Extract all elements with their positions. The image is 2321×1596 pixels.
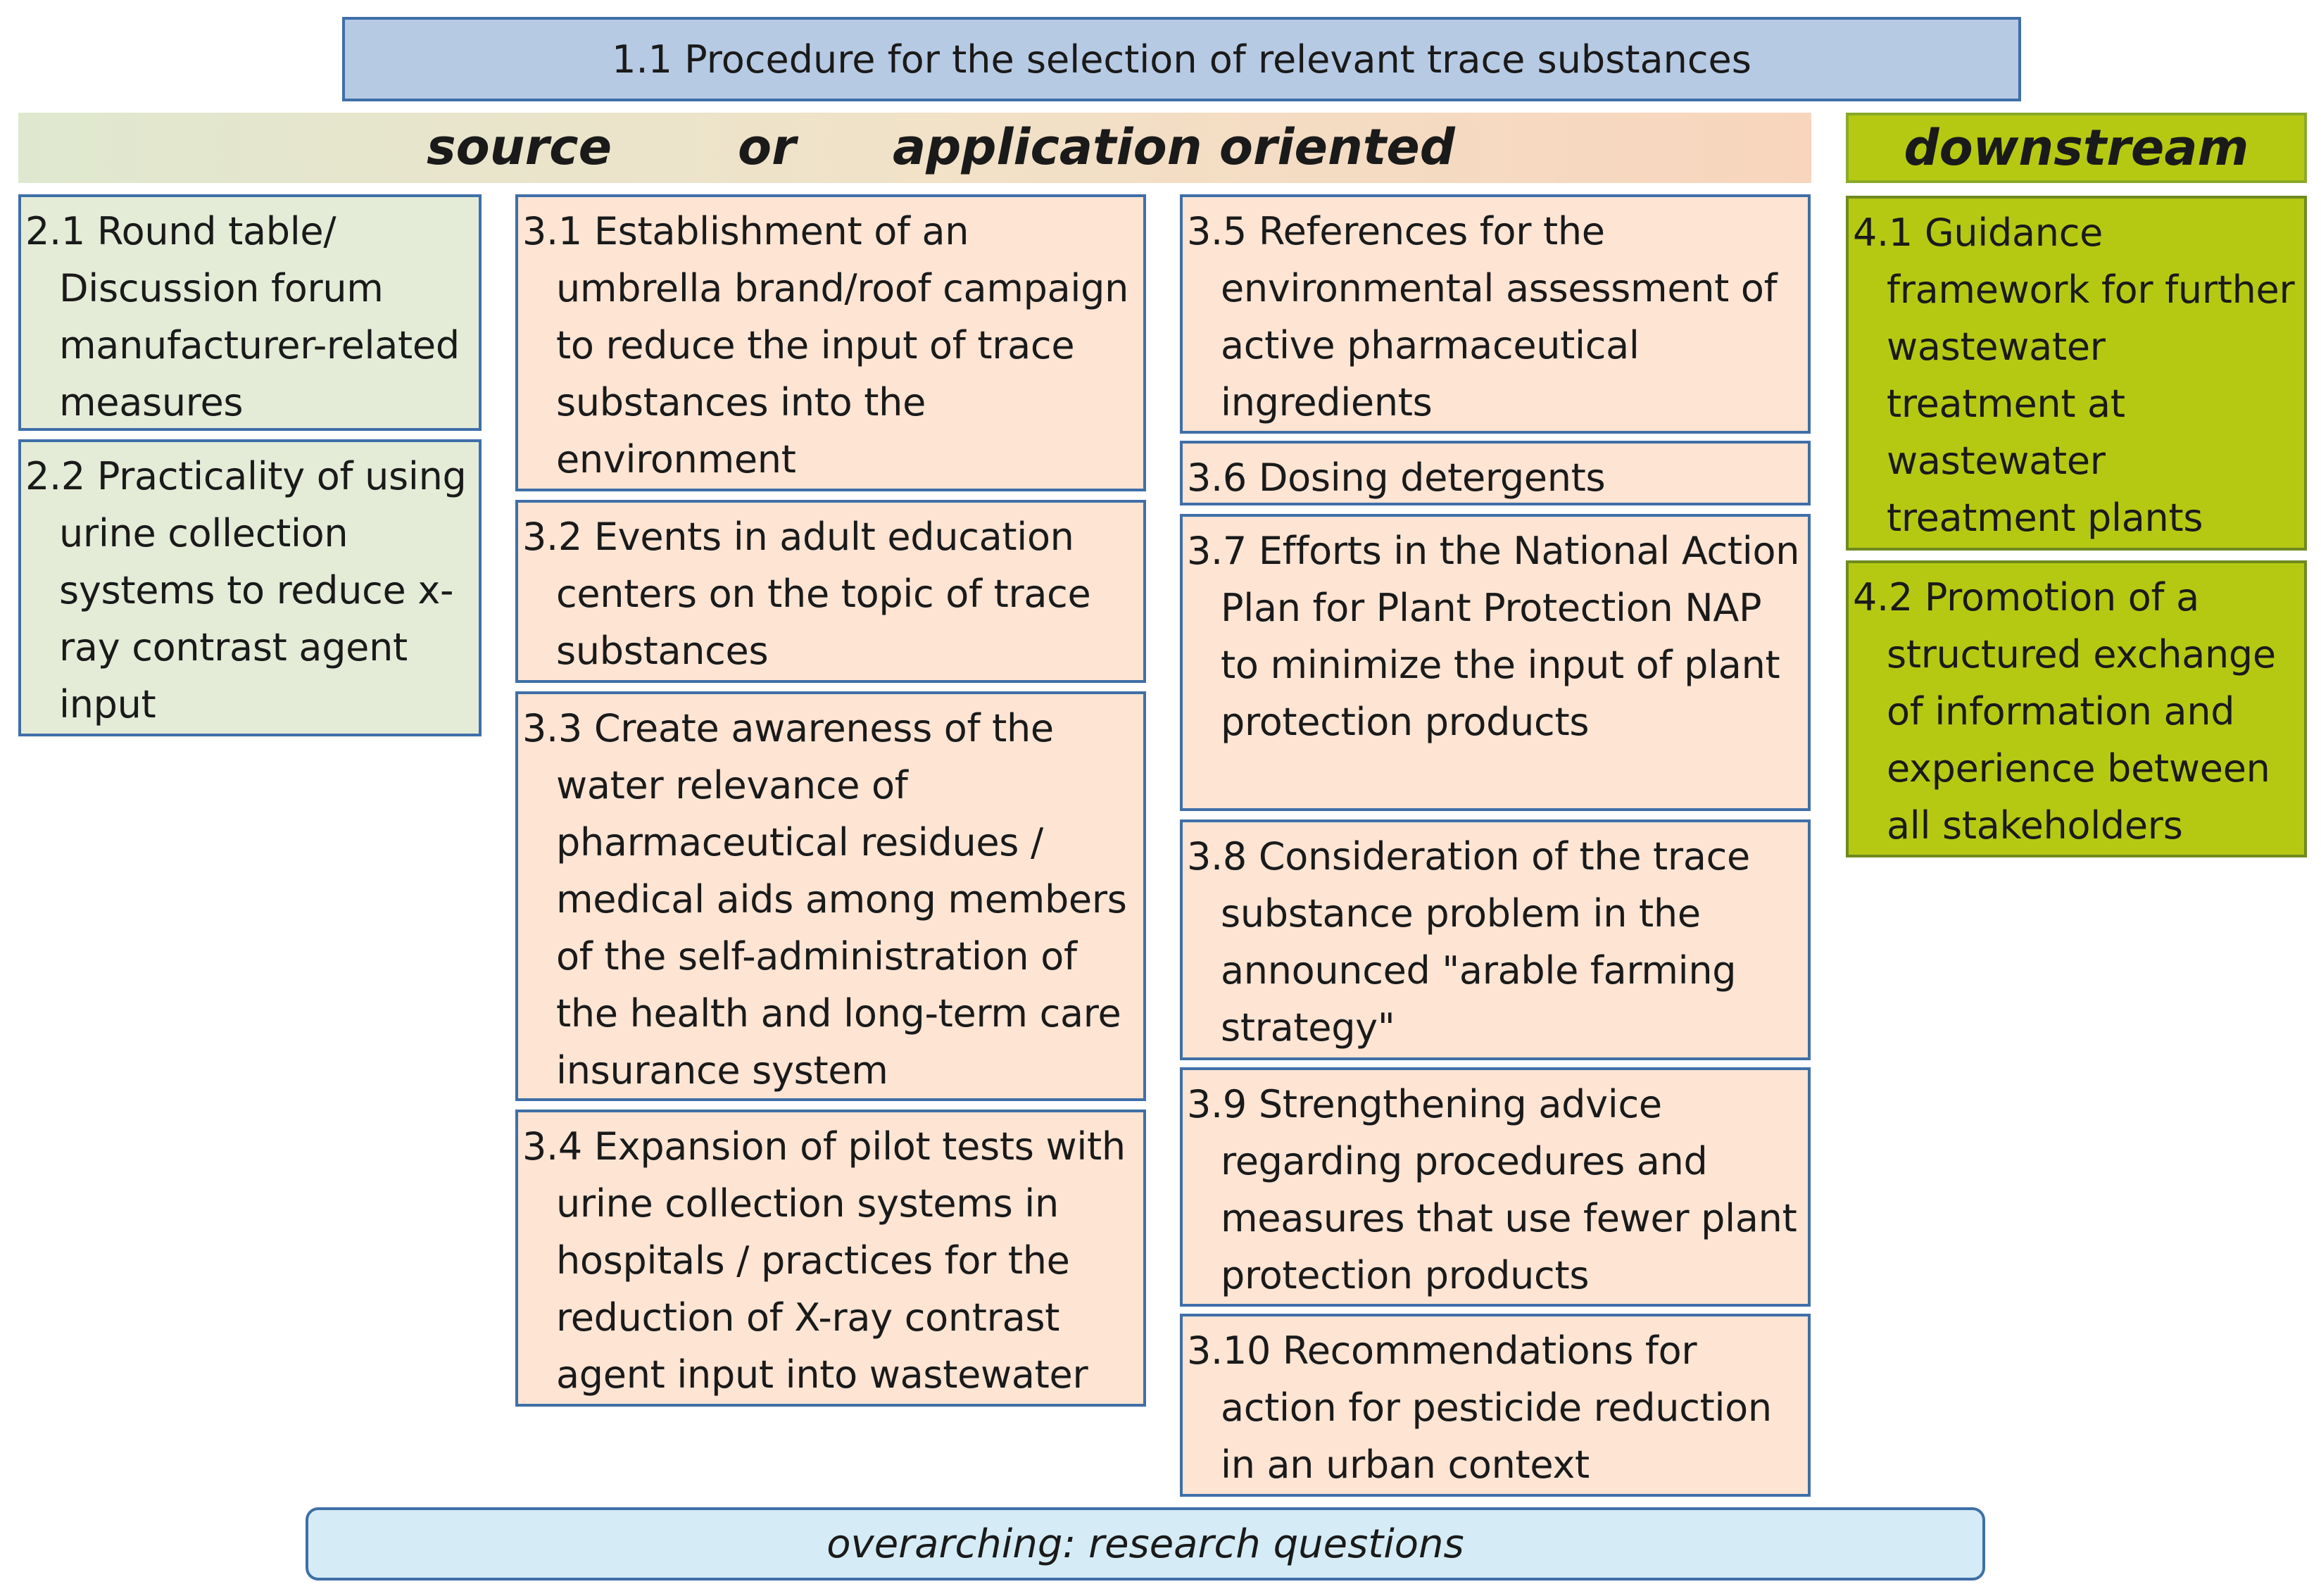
- band-or-label: or: [738, 118, 796, 176]
- measure-text-3-9: 3.9 Strengthening advice regarding procedures and measures that use fewer plant protection products: [1187, 1082, 1797, 1297]
- downstream-header: [1846, 113, 2307, 183]
- measure-text-2-2: 2.2 Practicality of using urine collection systems to reduce x-ray contrast agent input: [25, 454, 467, 727]
- overarching-box: [306, 1507, 1985, 1581]
- measure-box-2-1: [18, 194, 482, 431]
- measure-box-2-2: [18, 439, 482, 736]
- measure-box-4-1: [1846, 196, 2307, 551]
- measure-box-3-4: [515, 1110, 1146, 1407]
- measure-text-3-3: 3.3 Create awareness of the water relevance of pharmaceutical residues / medical aids among members of the self-administration of the health and long-term care insurance system: [522, 706, 1127, 1093]
- measure-text-4-2: 4.2 Promotion of a structured exchange of information and experience between all stakeholders: [1853, 575, 2276, 848]
- measure-box-3-1: [515, 194, 1146, 491]
- measure-text-4-1: 4.1 Guidance framework for further wastewater treatment at wastewater treatment plants: [1853, 211, 2295, 540]
- measure-text-3-4: 3.4 Expansion of pilot tests with urine collection systems in hospitals / practices for the reduction of X-ray contrast agent input into wastewater: [522, 1124, 1126, 1397]
- measure-box-4-2: [1846, 560, 2307, 857]
- orientation-band: [18, 113, 1811, 183]
- measure-text-3-10: 3.10 Recommendations for action for pesticide reduction in an urban context: [1187, 1328, 1772, 1487]
- measure-text-3-1: 3.1 Establishment of an umbrella brand/roof campaign to reduce the input of trace substances into the environment: [522, 209, 1128, 482]
- measure-text-3-6: 3.6 Dosing detergents: [1187, 455, 1606, 500]
- measure-box-3-10: [1180, 1314, 1811, 1497]
- title-box: [342, 17, 2021, 101]
- measure-text-3-5: 3.5 References for the environmental assessment of active pharmaceutical ingredients: [1187, 209, 1778, 425]
- band-application-label: application oriented: [893, 118, 1455, 176]
- band-source-label: source: [427, 118, 612, 176]
- measure-text-3-7: 3.7 Efforts in the National Action Plan for Plant Protection NAP to minimize the input of plant protection products: [1187, 529, 1800, 744]
- measure-box-3-3: [515, 691, 1146, 1101]
- measure-text-3-2: 3.2 Events in adult education centers on the topic of trace substances: [522, 515, 1091, 673]
- overarching-text: overarching: research questions: [826, 1521, 1464, 1567]
- measure-box-3-2: [515, 500, 1146, 683]
- downstream-label: downstream: [1904, 119, 2249, 177]
- measure-box-3-8: [1180, 819, 1811, 1060]
- measure-box-3-9: [1180, 1067, 1811, 1307]
- measure-box-3-6: [1180, 441, 1811, 505]
- title-text: 1.1 Procedure for the selection of relevant trace substances: [612, 37, 1751, 82]
- measure-box-3-5: [1180, 194, 1811, 434]
- measure-text-3-8: 3.8 Consideration of the trace substance problem in the announced "arable farming strategy": [1187, 834, 1750, 1050]
- measure-text-2-1: 2.1 Round table/ Discussion forum manufacturer-related measures: [25, 209, 460, 425]
- measure-box-3-7: [1180, 514, 1811, 811]
